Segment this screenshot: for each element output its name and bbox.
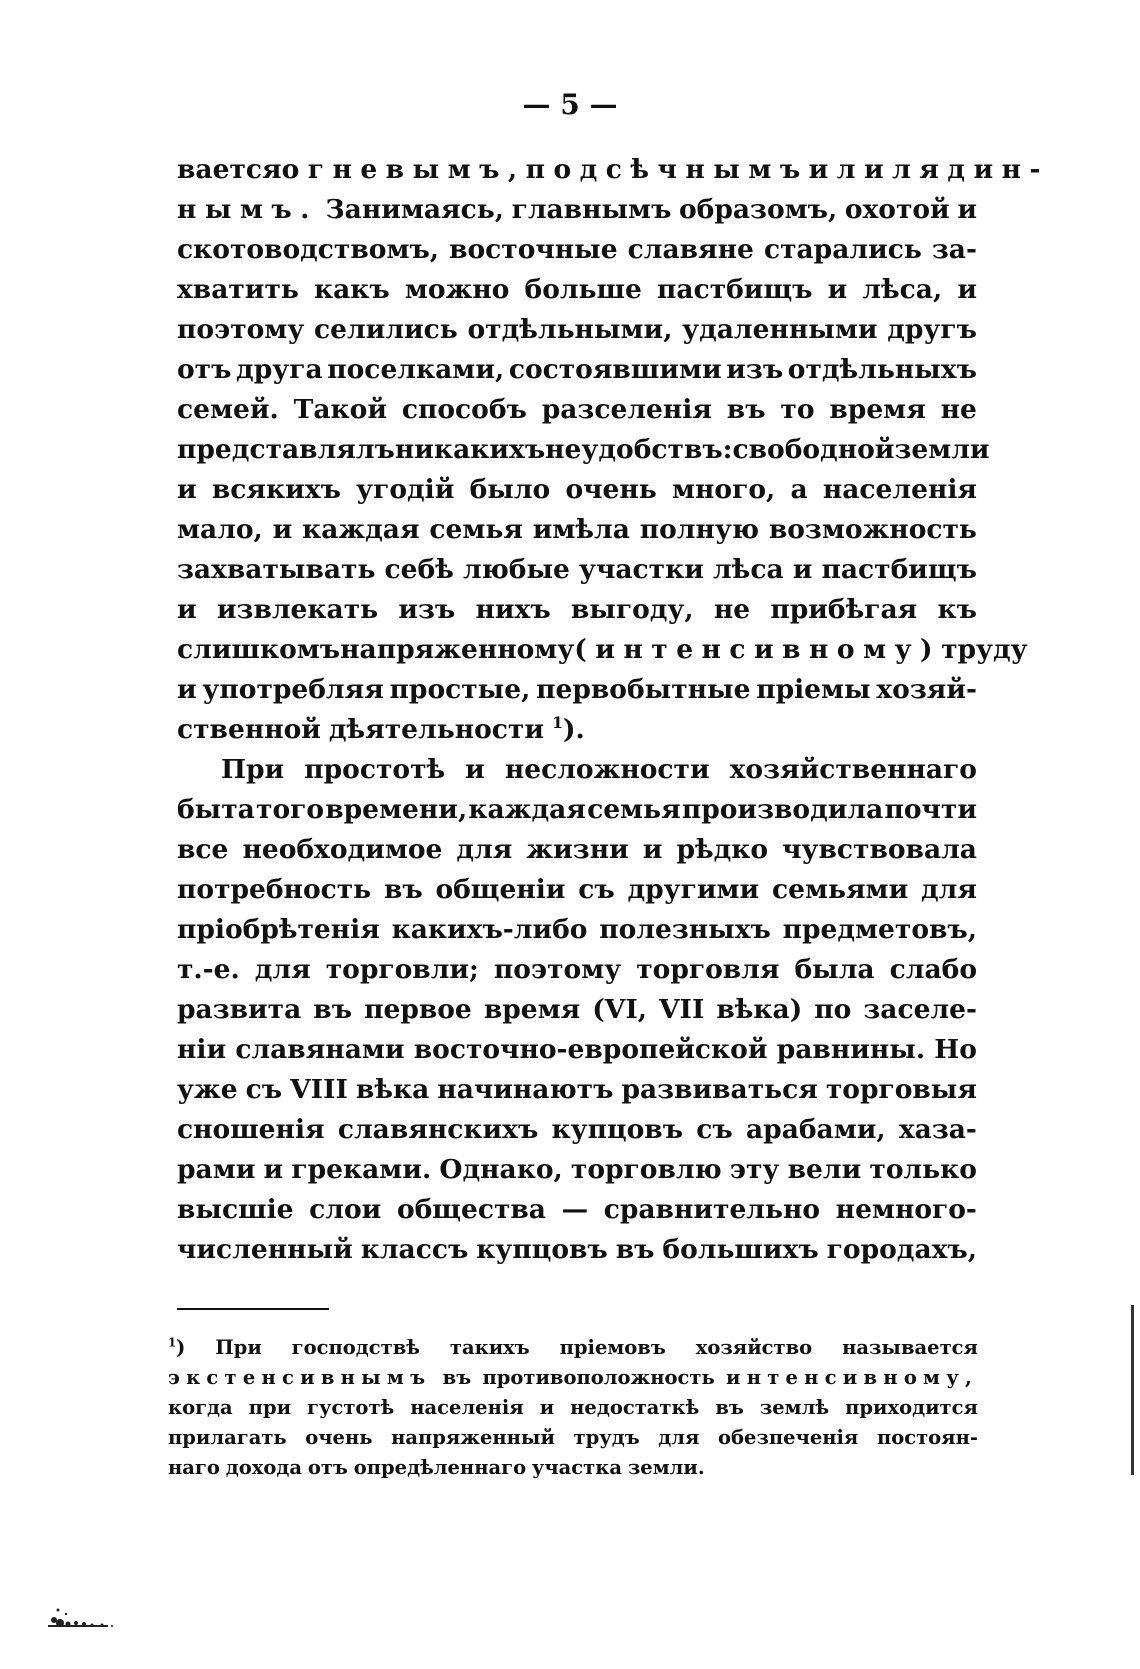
footnote-word: земли. — [627, 1456, 705, 1479]
body-word: высшіе — [177, 1194, 294, 1225]
body-word: время — [829, 394, 926, 425]
body-word: большихъ — [662, 1234, 819, 1265]
footnote-word: землѣ — [759, 1396, 830, 1419]
body-word: классъ — [360, 1234, 469, 1265]
body-word: отдѣльныхъ — [787, 354, 977, 385]
body-word: слои — [309, 1194, 382, 1225]
body-word: было — [469, 474, 551, 505]
footnote-line — [168, 1363, 978, 1393]
body-word: захватывать — [177, 554, 376, 585]
body-word: возможность — [768, 514, 977, 545]
footnote-line — [168, 1333, 978, 1363]
body-word: имѣла — [532, 514, 630, 545]
body-word: торговли; — [325, 954, 479, 985]
footnote-word: наго — [168, 1456, 220, 1479]
body-word: съ — [245, 1074, 283, 1105]
body-word: дѣятельности — [328, 714, 544, 745]
body-word: слишкомъ — [177, 634, 341, 665]
body-line — [177, 750, 977, 790]
body-word: свободной — [732, 434, 895, 465]
body-word: и — [792, 554, 813, 585]
body-word: мало, — [177, 514, 263, 545]
body-word: или — [808, 154, 893, 185]
body-word: поселками, — [327, 354, 505, 385]
body-word: больше — [524, 274, 642, 305]
body-word: и — [177, 674, 197, 705]
body-word: заселе- — [863, 994, 977, 1025]
body-word: и — [272, 514, 293, 545]
body-word: къ — [937, 594, 977, 625]
footnote-word: очень — [305, 1426, 373, 1449]
body-word: время — [483, 994, 581, 1025]
body-word: въ — [383, 874, 423, 905]
body-word: начинаютъ — [437, 1074, 614, 1105]
body-word: ніи — [177, 1034, 227, 1065]
body-word: При — [221, 754, 285, 785]
body-word: населенія — [822, 474, 977, 505]
body-word: съ — [696, 1114, 733, 1145]
body-line — [177, 310, 977, 350]
body-line — [177, 470, 977, 510]
body-word: и — [642, 834, 663, 865]
body-line — [177, 630, 1028, 670]
footnote-word: и — [539, 1396, 555, 1419]
body-word: производила — [681, 794, 884, 825]
page-edge-line — [1131, 1305, 1134, 1475]
body-word: вѣка) — [716, 994, 803, 1025]
footnote-word: господствѣ — [291, 1336, 420, 1359]
body-word: почти — [884, 794, 977, 825]
scan-specks — [40, 1590, 160, 1630]
body-word: VIII — [290, 1074, 348, 1105]
body-word: семьями — [771, 874, 909, 905]
body-word: другими — [627, 874, 760, 905]
body-word: главнымъ — [511, 194, 672, 225]
body-word: представлялъ — [177, 434, 395, 465]
body-word: старались — [763, 234, 922, 265]
body-line — [177, 230, 977, 270]
footnote-word: хозяйство — [695, 1336, 813, 1359]
footnote-line — [168, 1453, 978, 1483]
body-word: т.-е. — [177, 954, 240, 985]
body-word: греками. — [291, 1154, 432, 1185]
body-word: Занимаясь, — [325, 194, 504, 225]
body-line — [177, 1030, 977, 1070]
body-word: неудобствъ: — [545, 434, 733, 465]
body-word: пастбищъ — [657, 274, 813, 305]
body-word: первое — [364, 994, 472, 1025]
body-word: сравнительно — [603, 1194, 821, 1225]
body-word: всякихъ — [211, 474, 341, 505]
body-word: поэтому — [493, 954, 622, 985]
body-word: $^1$). — [551, 713, 585, 745]
body-word: и — [957, 274, 977, 305]
body-word: семей. — [177, 394, 279, 425]
body-line — [177, 1230, 977, 1270]
body-line — [177, 510, 977, 550]
body-line — [177, 1150, 977, 1190]
body-word: пастбищъ — [821, 554, 977, 585]
body-word: общества — [396, 1194, 546, 1225]
body-word: и — [827, 274, 848, 305]
body-word: вели — [787, 1154, 862, 1185]
body-word: была — [794, 954, 875, 985]
body-line — [177, 790, 977, 830]
footnote-word: напряженный — [391, 1426, 555, 1449]
body-word: славянскихъ — [337, 1114, 539, 1145]
body-line — [177, 390, 977, 430]
body-word: и — [465, 754, 485, 785]
body-word: рами — [177, 1154, 256, 1185]
body-text — [177, 150, 1049, 1270]
footnote-word: называется — [842, 1336, 978, 1359]
body-word: поэтому — [177, 314, 305, 345]
body-word: для — [921, 874, 977, 905]
body-word: купцовъ — [551, 1114, 684, 1145]
body-word: другъ — [887, 314, 977, 345]
body-word: любые — [462, 554, 570, 585]
body-word: арабами, — [746, 1114, 886, 1145]
body-word: уже — [177, 1074, 238, 1105]
body-word: отъ — [177, 354, 232, 385]
body-word: труду — [941, 634, 1028, 665]
body-line — [177, 150, 1049, 190]
body-line — [177, 190, 977, 230]
body-word: Но — [934, 1034, 977, 1065]
body-line — [177, 830, 977, 870]
body-word: вается — [177, 154, 282, 185]
footnote-word: При — [215, 1336, 262, 1359]
body-word: вѣка — [355, 1074, 430, 1105]
body-word: лядин- — [892, 154, 1049, 185]
body-line — [177, 1110, 977, 1150]
body-word: выгоду, — [570, 594, 694, 625]
body-word: изъ — [398, 594, 456, 625]
footnote-word: трудъ — [573, 1426, 640, 1449]
body-word: въ — [313, 994, 353, 1025]
body-line — [177, 670, 977, 710]
body-line — [177, 550, 977, 590]
body-line — [177, 950, 977, 990]
body-word: подсѣчнымъ — [525, 154, 809, 185]
body-word: славянами — [235, 1034, 405, 1065]
footnote-word: интенсивному, — [726, 1366, 978, 1389]
body-word: предметовъ, — [782, 914, 977, 945]
body-word: а — [790, 474, 808, 505]
body-word: жизни — [526, 834, 629, 865]
body-word: быта — [177, 794, 255, 825]
footnote-word: пріемовъ — [559, 1336, 666, 1359]
body-word: себѣ — [384, 554, 454, 585]
body-word: каждая — [302, 514, 420, 545]
body-line — [177, 350, 977, 390]
body-word: никакихъ — [394, 434, 546, 465]
body-word: для — [456, 834, 513, 865]
footnote-word: такихъ — [449, 1336, 530, 1359]
body-word: пріемы — [756, 674, 871, 705]
body-word: (интенсивному) — [574, 634, 942, 665]
body-word: рѣдко — [676, 834, 769, 865]
footnote-word: противоположность — [482, 1366, 715, 1389]
body-word: какихъ-либо — [391, 914, 588, 945]
body-word: нихъ — [475, 594, 551, 625]
body-word: чувствовала — [782, 834, 977, 865]
body-word: простотѣ — [304, 754, 446, 785]
footnote-word: приходится — [845, 1396, 978, 1419]
body-word: много, — [672, 474, 776, 505]
body-word: семья — [429, 514, 523, 545]
body-word: славяне — [627, 234, 754, 265]
body-word: городахъ, — [826, 1234, 977, 1265]
body-word: огневымъ, — [281, 154, 526, 185]
body-line — [177, 990, 977, 1030]
body-word: лѣса — [713, 554, 784, 585]
body-line — [177, 590, 977, 630]
body-word: пріобрѣтенія — [177, 914, 380, 945]
body-word: не — [713, 594, 751, 625]
body-word: равнины. — [776, 1034, 926, 1065]
footnote-word: густотѣ — [307, 1396, 395, 1419]
footnote-word: участка — [531, 1456, 622, 1479]
body-word: торговлю — [570, 1154, 722, 1185]
body-line — [177, 430, 990, 470]
body-word: и — [263, 1154, 284, 1185]
body-word: торговыя — [825, 1074, 977, 1105]
footnote-word: обезпеченія — [718, 1426, 859, 1449]
body-word: необходимое — [242, 834, 443, 865]
body-word: простые, — [389, 674, 531, 705]
footnote-word: въ — [442, 1366, 472, 1389]
body-word: въ — [726, 394, 766, 425]
body-word: VII — [658, 994, 705, 1025]
footnote-word: населенія — [410, 1396, 524, 1419]
footnote-word: прилагать — [168, 1426, 287, 1449]
body-word: каждая — [468, 794, 586, 825]
body-word: общеніи — [435, 874, 566, 905]
page-number: — 5 — — [522, 88, 618, 121]
body-word: отдѣльными, — [467, 314, 673, 345]
footnote-marker: 1 — [168, 1335, 177, 1350]
body-word: какъ — [313, 274, 390, 305]
body-word: слабо — [889, 954, 977, 985]
body-line — [177, 270, 977, 310]
body-word: восточные — [449, 234, 618, 265]
body-line — [177, 1190, 977, 1230]
body-word: и — [177, 474, 197, 505]
body-word: употребляя — [202, 674, 384, 705]
body-word: изъ — [726, 354, 784, 385]
body-word: удаленными — [682, 314, 878, 345]
body-word: торговля — [636, 954, 780, 985]
footnote-line — [168, 1393, 978, 1423]
body-word: не — [940, 394, 977, 425]
body-word: Однако, — [439, 1154, 563, 1185]
body-word: прибѣгая — [770, 594, 918, 625]
body-word: ственной — [177, 714, 321, 745]
body-word: хватить — [177, 274, 299, 305]
body-word: извлекать — [216, 594, 379, 625]
footnote-rule — [177, 1308, 329, 1310]
body-line — [177, 910, 977, 950]
footnote-word: при — [248, 1396, 292, 1419]
body-word: съ — [578, 874, 615, 905]
body-word: въ — [615, 1234, 655, 1265]
body-word: для — [254, 954, 311, 985]
body-word: (VI, — [592, 994, 647, 1025]
body-word: по — [814, 994, 852, 1025]
body-word: очень — [565, 474, 657, 505]
body-word: за- — [931, 234, 977, 265]
body-word: способъ — [401, 394, 527, 425]
body-word: развиваться — [621, 1074, 818, 1105]
body-word: угодій — [356, 474, 455, 505]
footnote-word: отъ — [307, 1456, 348, 1479]
body-line — [177, 870, 977, 910]
body-word: образомъ, — [679, 194, 838, 225]
footnote-word: дохода — [225, 1456, 302, 1479]
footnote-marker: 1 — [551, 713, 563, 733]
body-word: сношенія — [177, 1114, 325, 1145]
body-word: и — [957, 194, 977, 225]
body-word: семья — [587, 794, 681, 825]
body-word: времени, — [325, 794, 468, 825]
footnote-word: для — [658, 1426, 700, 1449]
footnotes — [168, 1333, 978, 1483]
footnote-word: $^1$) — [168, 1335, 186, 1359]
body-line — [177, 1070, 977, 1110]
body-word: все — [177, 834, 229, 865]
footnote-word: экстенсивнымъ — [168, 1366, 432, 1389]
body-word: эту — [729, 1154, 780, 1185]
body-word: селились — [314, 314, 458, 345]
body-word: потребность — [177, 874, 372, 905]
body-word: можно — [404, 274, 510, 305]
footnote-word: постоян- — [876, 1426, 978, 1449]
body-word: полную — [639, 514, 760, 545]
body-word: только — [869, 1154, 977, 1185]
body-word: первобытные — [536, 674, 751, 705]
footnote-word: опредѣленнаго — [353, 1456, 527, 1479]
body-word: купцовъ — [476, 1234, 608, 1265]
footnote-line — [168, 1423, 978, 1453]
body-word: то — [780, 394, 815, 425]
body-word: участки — [579, 554, 704, 585]
body-word: немного- — [835, 1194, 977, 1225]
body-word: состоявшими — [508, 354, 722, 385]
body-word: и — [177, 594, 197, 625]
body-word: — — [561, 1194, 589, 1225]
body-word: скотоводствомъ, — [177, 234, 440, 265]
body-word: земли — [894, 434, 990, 465]
body-word: хозяйственнаго — [729, 754, 977, 785]
body-word: лѣса, — [862, 274, 943, 305]
footnote-word: недостаткѣ — [570, 1396, 700, 1419]
body-word: Такой — [293, 394, 387, 425]
body-line — [177, 710, 977, 750]
body-word: охотой — [844, 194, 950, 225]
body-word: развита — [177, 994, 302, 1025]
body-word: несложности — [504, 754, 710, 785]
body-word: восточно-европейской — [413, 1034, 768, 1065]
body-word: полезныхъ — [599, 914, 771, 945]
body-word: напряженному — [340, 634, 575, 665]
body-word: хаза- — [898, 1114, 977, 1145]
body-word: численный — [177, 1234, 353, 1265]
footnote-word: когда — [168, 1396, 233, 1419]
body-word: того — [256, 794, 325, 825]
body-word: хозяй- — [876, 674, 977, 705]
body-word: друга — [236, 354, 323, 385]
body-word: разселенія — [541, 394, 712, 425]
body-word: нымъ. — [177, 194, 318, 225]
footnote-word: въ — [715, 1396, 744, 1419]
